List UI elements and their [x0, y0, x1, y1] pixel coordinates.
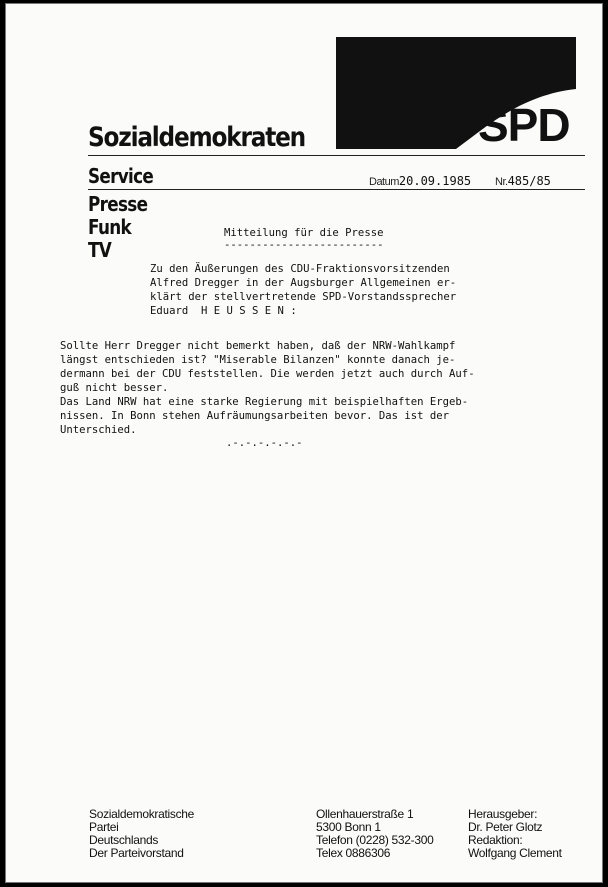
brand-title: Sozialdemokraten	[88, 122, 305, 153]
number-field	[495, 170, 551, 189]
intro-line: Alfred Dregger in der Augsburger Allgemeinen er-	[150, 277, 457, 289]
footer-line: Dr. Peter Glotz	[468, 820, 543, 834]
intro-line: Zu den Äußerungen des CDU-Fraktionsvorsitzenden	[150, 263, 450, 275]
body-line: Das Land NRW hat eine starke Regierung mit beispielhaften Ergeb-	[60, 396, 469, 408]
footer-editors	[468, 808, 562, 860]
end-mark: .-.-.-.-.-.-	[226, 437, 303, 449]
body-line: guß nicht besser.	[60, 382, 169, 394]
intro-paragraph	[150, 262, 456, 318]
footer-address	[316, 808, 434, 860]
footer-line: Deutschlands	[89, 833, 159, 847]
media-funk: Funk	[88, 215, 132, 239]
intro-line: Eduard H E U S S E N :	[150, 305, 297, 317]
notice-underline: -------------------------	[224, 239, 384, 251]
footer-line: Ollenhauerstraße 1	[316, 807, 414, 821]
footer-line: 5300 Bonn 1	[316, 820, 381, 834]
body-line: Sollte Herr Dregger nicht bemerkt haben, daß der NRW-Wahlkampf	[60, 340, 456, 352]
footer-line: Telefon (0228) 532-300	[316, 833, 434, 847]
header-rule-top	[88, 155, 585, 156]
media-tv: TV	[88, 238, 112, 262]
body-line: nissen. In Bonn stehen Aufräumungsarbeiten bevor. Das ist der	[60, 410, 450, 422]
footer-party	[89, 808, 194, 860]
footer-line: Redaktion:	[468, 833, 523, 847]
date-label: Datum	[369, 176, 399, 188]
media-presse: Presse	[88, 192, 148, 216]
number-label: Nr.	[495, 176, 508, 188]
body-line: längst entschieden ist? "Miserable Bilanzen" konnte danach je-	[60, 354, 456, 366]
number-value: 485/85	[507, 174, 551, 188]
footer-line: Wolfgang Clement	[468, 846, 562, 860]
body-line: Unterschied.	[60, 424, 137, 436]
footer-line: Sozialdemokratische	[89, 807, 195, 821]
footer-line: Der Parteivorstand	[89, 846, 184, 860]
body-paragraph	[60, 339, 475, 437]
date-field	[369, 170, 471, 189]
body-line: dermann bei der CDU feststellen. Die werden jetzt auch durch Auf-	[60, 368, 475, 380]
footer-line: Partei	[89, 820, 119, 834]
intro-line: klärt der stellvertretende SPD-Vorstandssprecher	[150, 291, 457, 303]
section-title: Service	[88, 164, 154, 188]
spd-logo-text: SPD	[478, 99, 570, 151]
footer-line: Telex 0886306	[316, 846, 391, 860]
notice-title: Mitteilung für die Presse	[224, 227, 384, 239]
date-value: 20.09.1985	[398, 174, 472, 188]
footer-line: Herausgeber:	[468, 807, 538, 821]
header-rule-bottom	[88, 189, 585, 190]
